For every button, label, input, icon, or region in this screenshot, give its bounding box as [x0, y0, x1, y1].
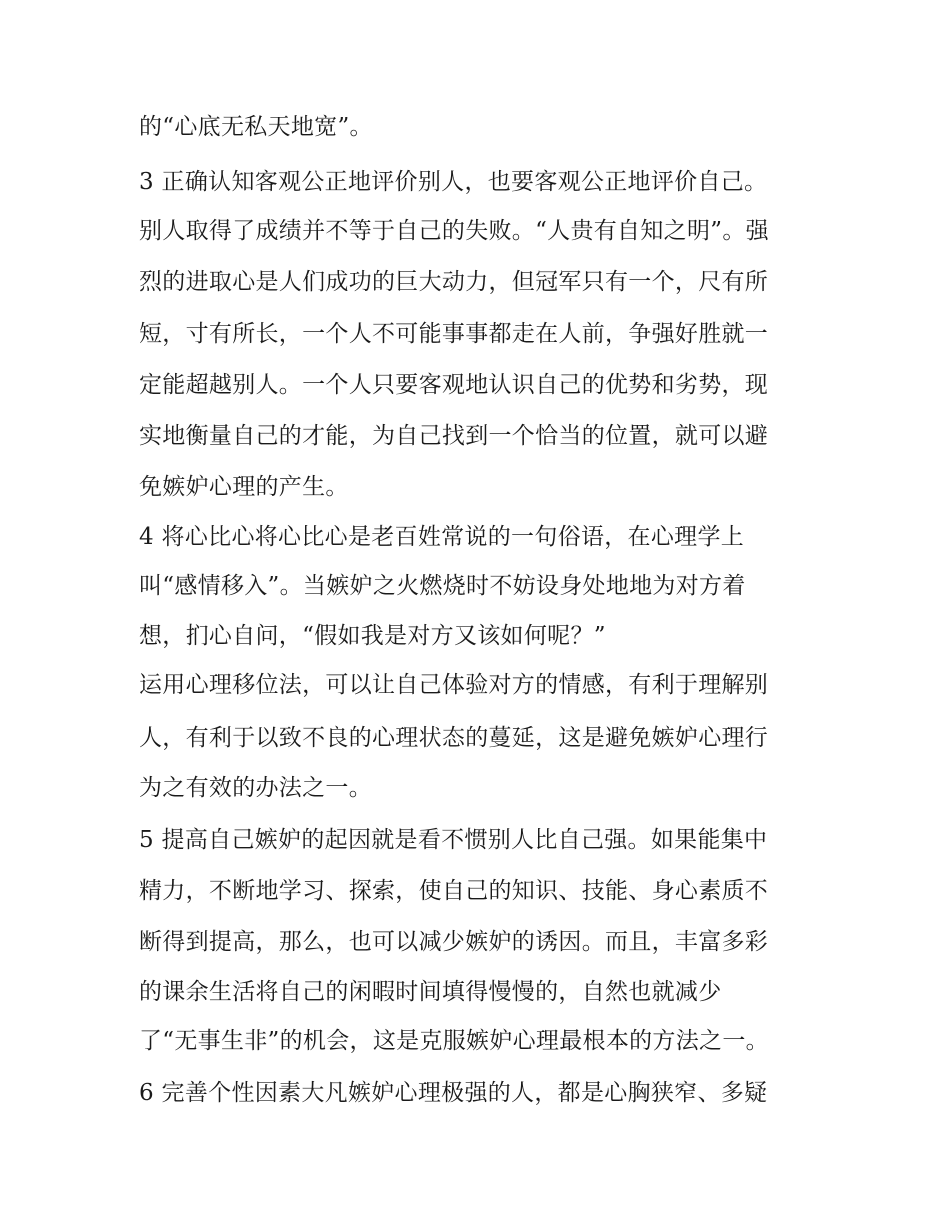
text-line: 短，寸有所长，一个人不可能事事都走在人前，争强好胜就一 [139, 321, 769, 347]
text-line: 定能超越别人。一个人只要客观地认识自己的优势和劣势，现 [139, 372, 769, 398]
text-line: 了“无事生非”的机会，这是克服嫉妒心理最根本的方法之一。 [139, 1028, 769, 1054]
text-line: 4 将心比心将心比心是老百姓常说的一句俗语，在心理学上 [139, 524, 745, 550]
text-line: 想，扪心自问，“假如我是对方又该如何呢？” [139, 623, 606, 649]
text-line: 别人取得了成绩并不等于自己的失败。“人贵有自知之明”。强 [139, 218, 769, 244]
text-line: 6 完善个性因素大凡嫉妒心理极强的人，都是心胸狭窄、多疑 [139, 1080, 768, 1106]
text-line: 叫“感情移入”。当嫉妒之火燃烧时不妨设身处地地为对方着 [139, 573, 746, 599]
text-line: 5 提高自己嫉妒的起因就是看不惯别人比自己强。如果能集中 [139, 827, 768, 853]
text-line: 3 正确认知客观公正地评价别人，也要客观公正地评价自己。 [139, 169, 768, 195]
text-line: 运用心理移位法，可以让自己体验对方的情感，有利于理解别 [139, 672, 769, 698]
text-line: 的课余生活将自己的闲暇时间填得慢慢的，自然也就减少 [139, 979, 722, 1005]
text-line: 的“心底无私天地宽”。 [139, 114, 373, 140]
text-line: 免嫉妒心理的产生。 [139, 474, 349, 500]
text-line: 烈的进取心是人们成功的巨大动力，但冠军只有一个，尺有所 [139, 269, 769, 295]
text-line: 实地衡量自己的才能，为自己找到一个恰当的位置，就可以避 [139, 423, 769, 449]
text-line: 断得到提高，那么，也可以减少嫉妒的诱因。而且，丰富多彩 [139, 929, 769, 955]
text-line: 人，有利于以致不良的心理状态的蔓延，这是避免嫉妒心理行 [139, 725, 769, 751]
text-line: 为之有效的办法之一。 [139, 775, 372, 801]
text-line: 精力，不断地学习、探索，使自己的知识、技能、身心素质不 [139, 878, 769, 904]
